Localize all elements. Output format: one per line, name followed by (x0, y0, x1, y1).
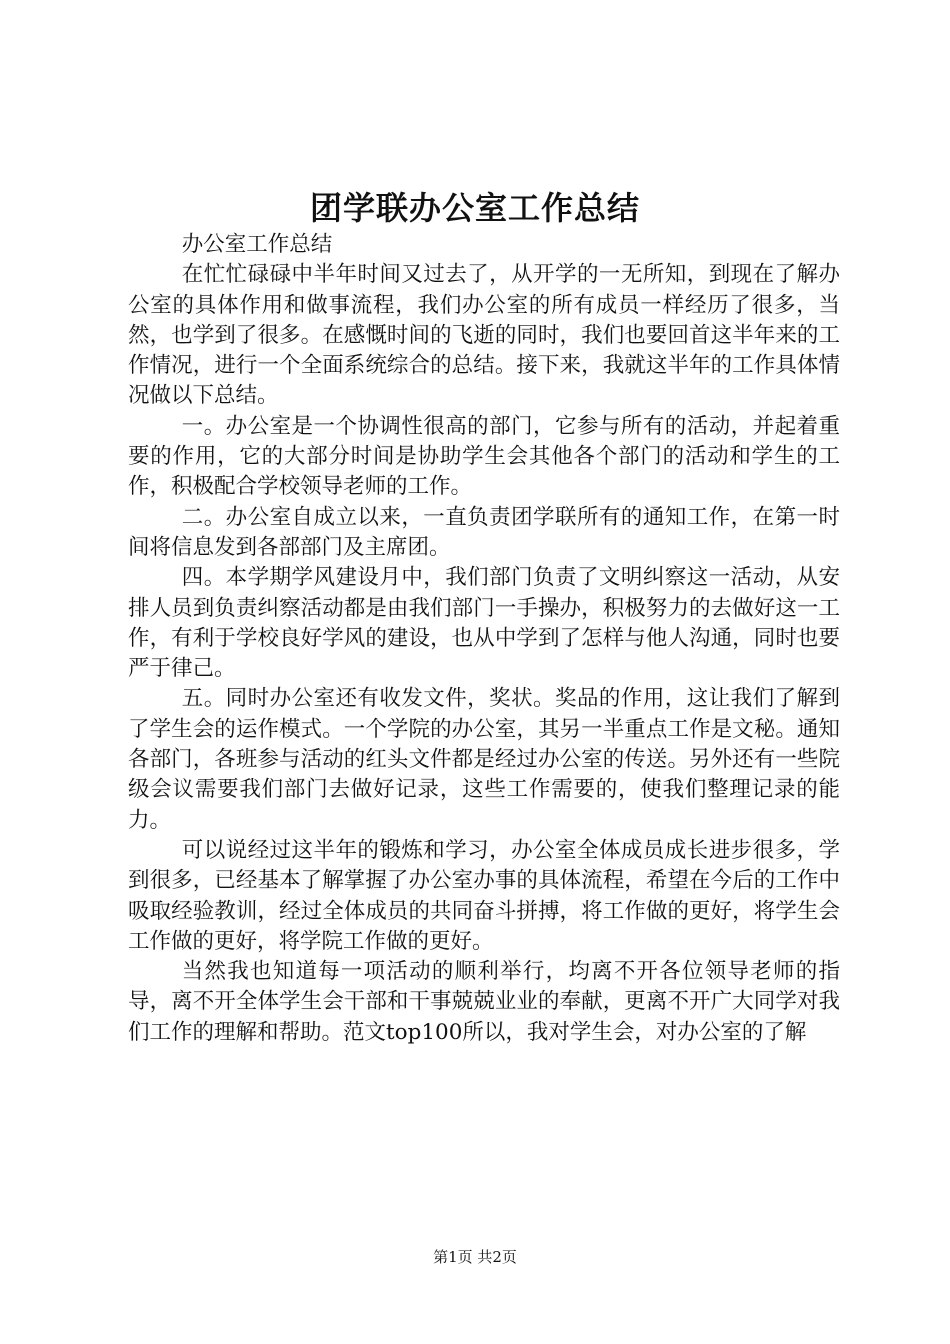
paragraph-intro: 在忙忙碌碌中半年时间又过去了，从开学的一无所知，到现在了解办公室的具体作用和做事流程，我们办公室的所有成员一样经历了很多，当然，也学到了很多。在感慨时间的飞逝的同时，我们也要回首这半年来的工作情况，进行一个全面系统综合的总结。接下来，我就这半年的工作具体情况做以下总结。 (128, 262, 840, 409)
document-body (128, 230, 840, 1048)
document-title: 团学联办公室工作总结 (309, 189, 640, 227)
paragraph-item-5: 五。同时办公室还有收发文件，奖状。奖品的作用，这让我们了解到了学生会的运作模式。一个学院的办公室，其另一半重点工作是文秘。通知各部门，各班参与活动的红头文件都是经过办公室的传送。另外还有一些院级会议需要我们部门去做好记录，这些工作需要的，使我们整理记录的能力。 (128, 686, 840, 833)
page-number-footer: 第1页 共2页 (433, 1248, 517, 1266)
paragraph-item-1: 一。办公室是一个协调性很高的部门，它参与所有的活动，并起着重要的作用，它的大部分时间是协助学生会其他各个部门的活动和学生的工作，积极配合学校领导老师的工作。 (128, 413, 840, 500)
paragraph-item-4: 四。本学期学风建设月中，我们部门负责了文明纠察这一活动，从安排人员到负责纠察活动都是由我们部门一手操办，积极努力的去做好这一工作，有利于学校良好学风的建设，也从中学到了怎样与他人沟通，同时也要严于律己。 (128, 565, 840, 682)
paragraph-subtitle: 办公室工作总结 (181, 232, 333, 257)
paragraph-closing: 当然我也知道每一项活动的顺利举行，均离不开各位领导老师的指导，离不开全体学生会干部和干事兢兢业业的奉献，更离不开广大同学对我们工作的理解和帮助。范文top100所以，我对学生会，对办公室的了解 (128, 959, 840, 1045)
paragraph-item-2: 二。办公室自成立以来，一直负责团学联所有的通知工作，在第一时间将信息发到各部部门及主席团。 (128, 504, 840, 560)
paragraph-summary: 可以说经过这半年的锻炼和学习，办公室全体成员成长进步很多，学到很多，已经基本了解掌握了办公室办事的具体流程，希望在今后的工作中吸取经验教训，经过全体成员的共同奋斗拼搏，将工作做的更好，将学生会工作做的更好，将学院工作做的更好。 (128, 837, 840, 954)
